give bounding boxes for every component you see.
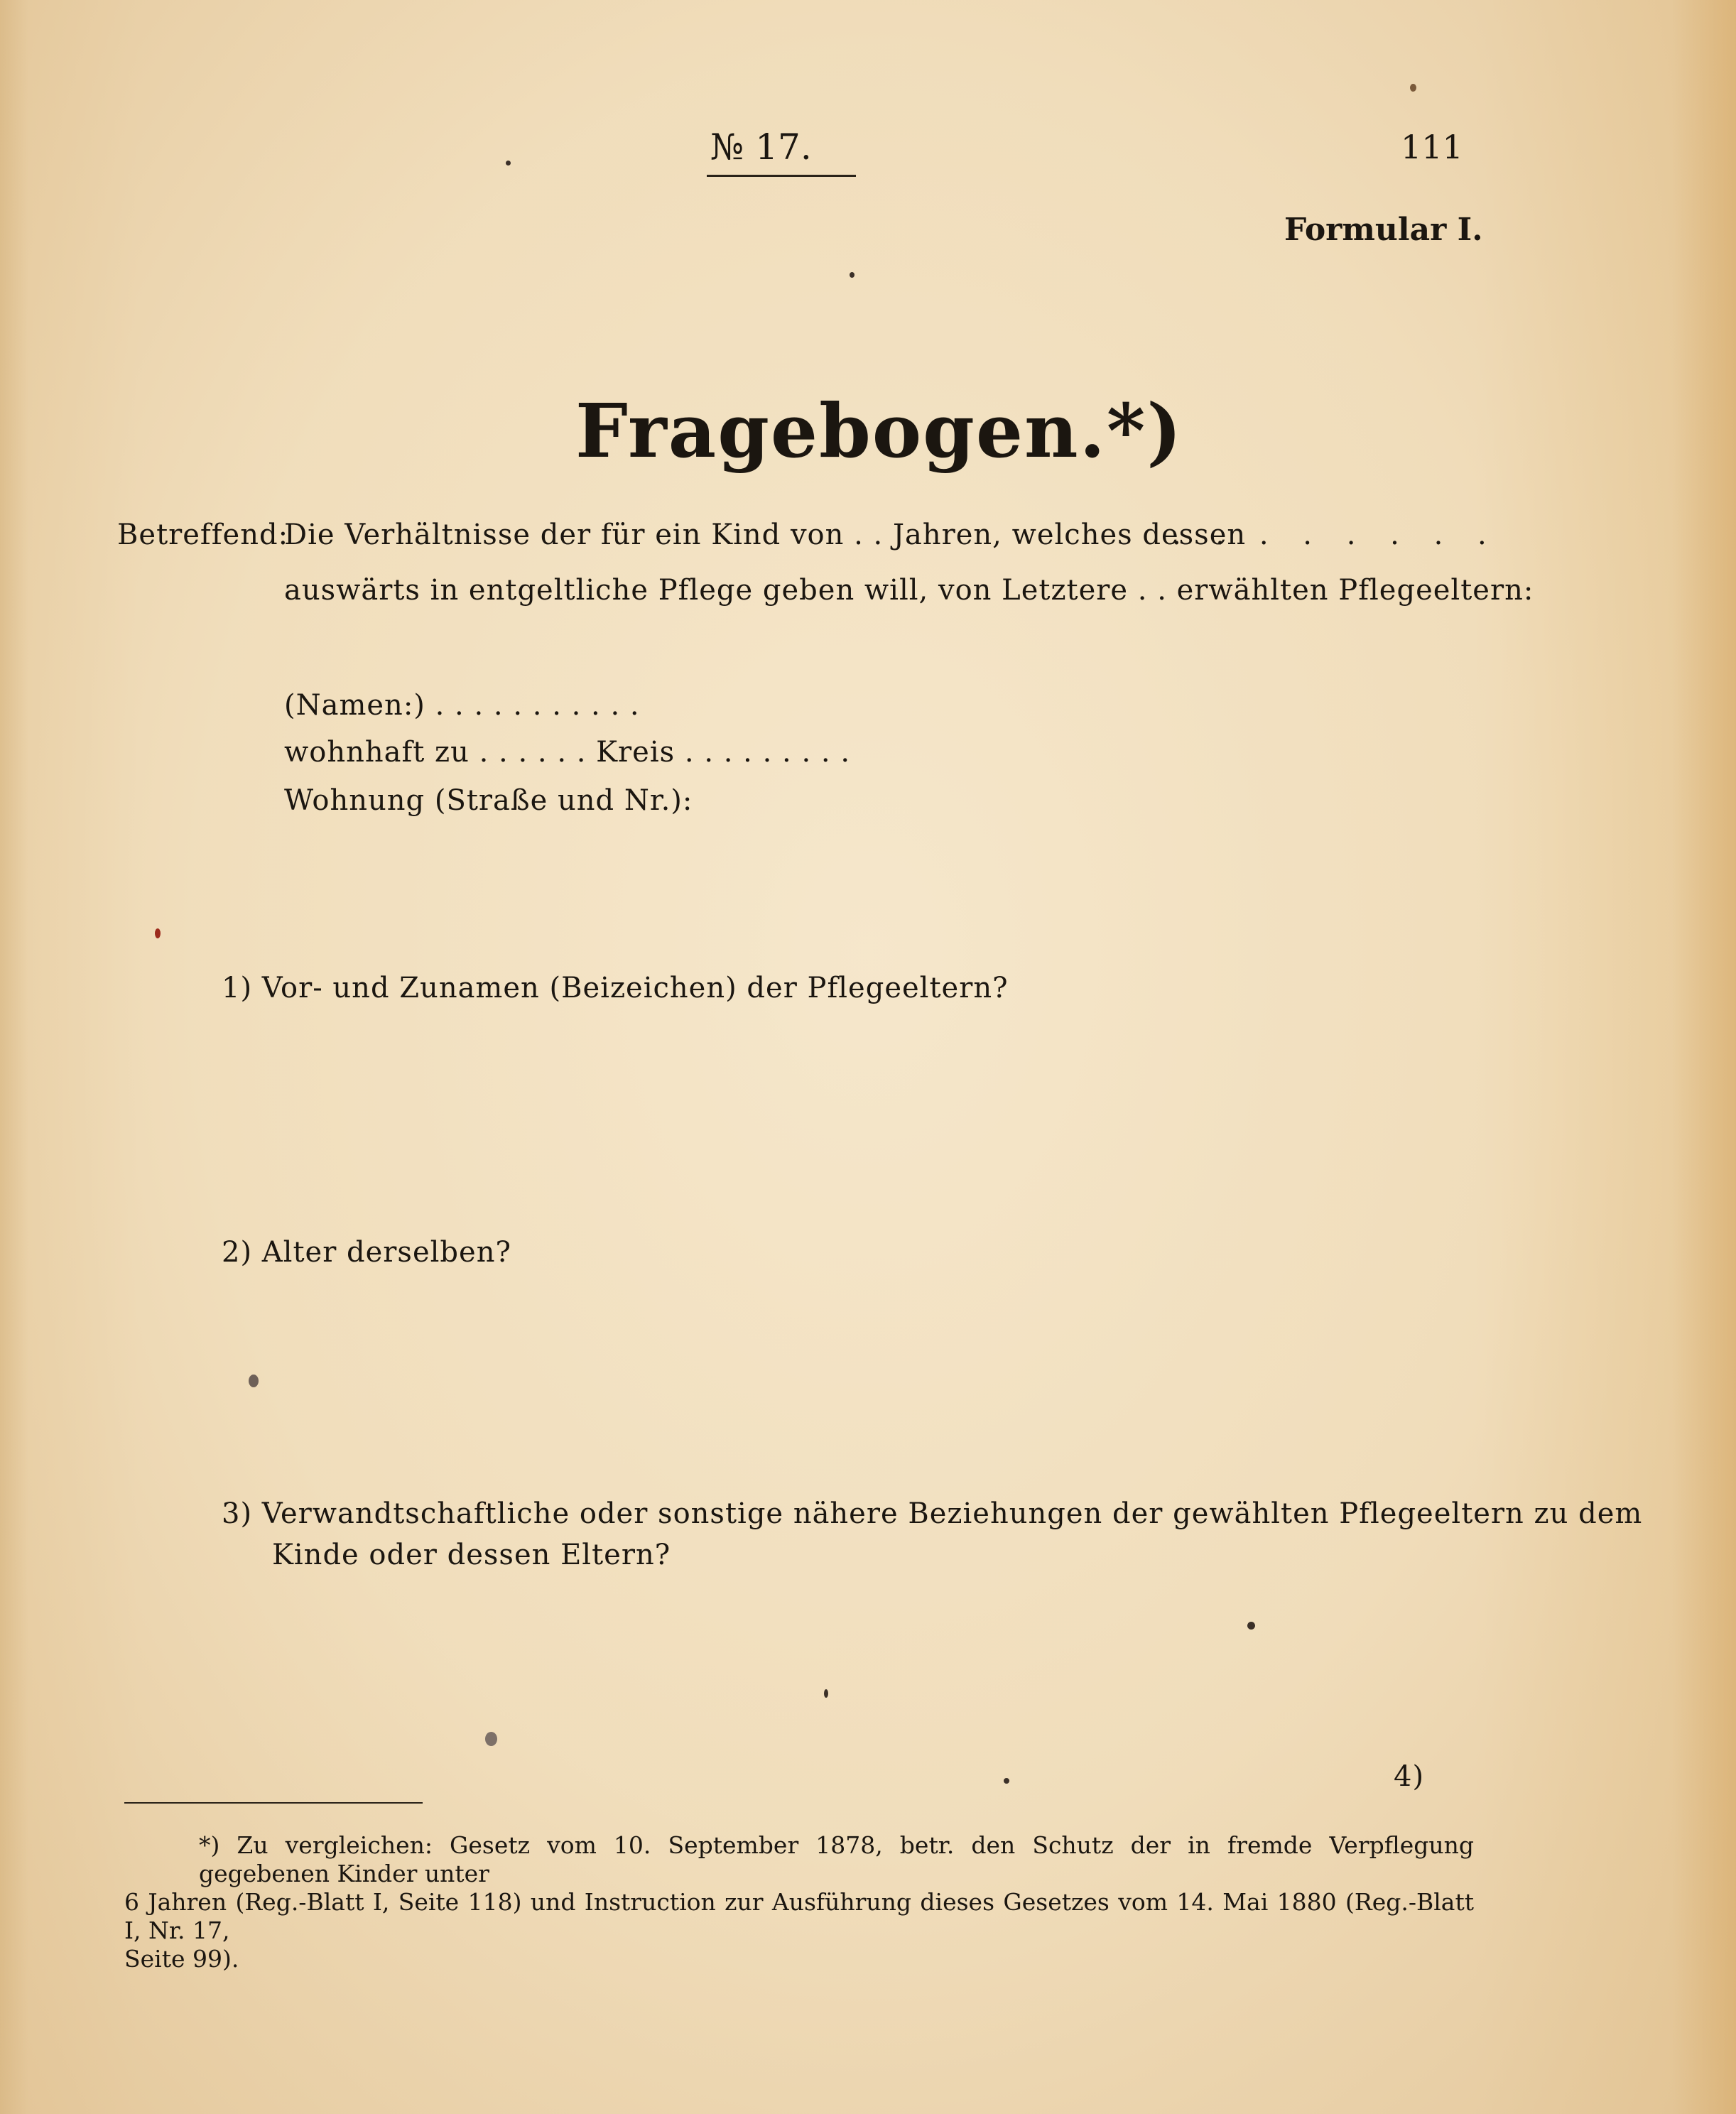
page-title: Fragebogen.*) (575, 387, 1183, 475)
question-1: 1) Vor- und Zunamen (Beizeichen) der Pflegeeltern? (222, 972, 1009, 1004)
footnote-line-3: Seite 99). (124, 1945, 239, 1973)
wohnhaft-field: wohnhaft zu . . . . . . Kreis . . . . . . . . . (284, 736, 851, 769)
footnote (124, 1831, 1474, 1973)
question-4-marker: 4) (1394, 1760, 1425, 1793)
question-2: 2) Alter derselben? (222, 1236, 511, 1269)
subject-label: Betreffend: (117, 519, 289, 551)
paper-speck (485, 1732, 497, 1746)
footnote-line-1: *) Zu vergleichen: Gesetz vom 10. September 1878, betr. den Schutz der in fremde Verpflegung gegebenen Kinder unter (199, 1831, 1474, 1887)
paper-speck (824, 1689, 828, 1698)
paper-speck (850, 272, 855, 278)
subject-line-1: Die Verhältnisse der für ein Kind von . . Jahren, welches dessen (284, 519, 1247, 551)
paper-speck (506, 161, 511, 166)
paper-speck (1004, 1778, 1009, 1784)
namen-field: (Namen:) . . . . . . . . . . . (284, 689, 640, 722)
question-3-line-2: Kinde oder dessen Eltern? (272, 1539, 671, 1571)
question-3-line-1: 3) Verwandtschaftliche oder sonstige nähere Beziehungen der gewählten Pflegeeltern zu dem (222, 1497, 1643, 1530)
paper-right-shade (1672, 0, 1736, 2114)
form-label: Formular I. (1284, 212, 1483, 248)
paper-left-shade (0, 0, 28, 2114)
paper-speck (249, 1375, 259, 1387)
subject-line-1-dots: . . . . . . . . (1172, 519, 1499, 551)
paper-speck (1410, 84, 1416, 92)
form-number-underline (707, 175, 856, 177)
wohnung-field: Wohnung (Straße und Nr.): (284, 784, 693, 817)
page-number: 111 (1401, 128, 1463, 166)
footnote-rule (124, 1802, 423, 1804)
paper-speck (1247, 1622, 1255, 1630)
subject-line-2: auswärts in entgeltliche Pflege geben will, von Letztere . . erwählten Pflegeeltern: (284, 574, 1534, 607)
form-number: № 17. (710, 126, 812, 168)
footnote-line-2: 6 Jahren (Reg.-Blatt I, Seite 118) und Instruction zur Ausführung dieses Gesetzes vom 14. Mai 1880 (Reg.-Blatt I, Nr. 17, (124, 1888, 1474, 1944)
paper-speck (155, 928, 161, 938)
